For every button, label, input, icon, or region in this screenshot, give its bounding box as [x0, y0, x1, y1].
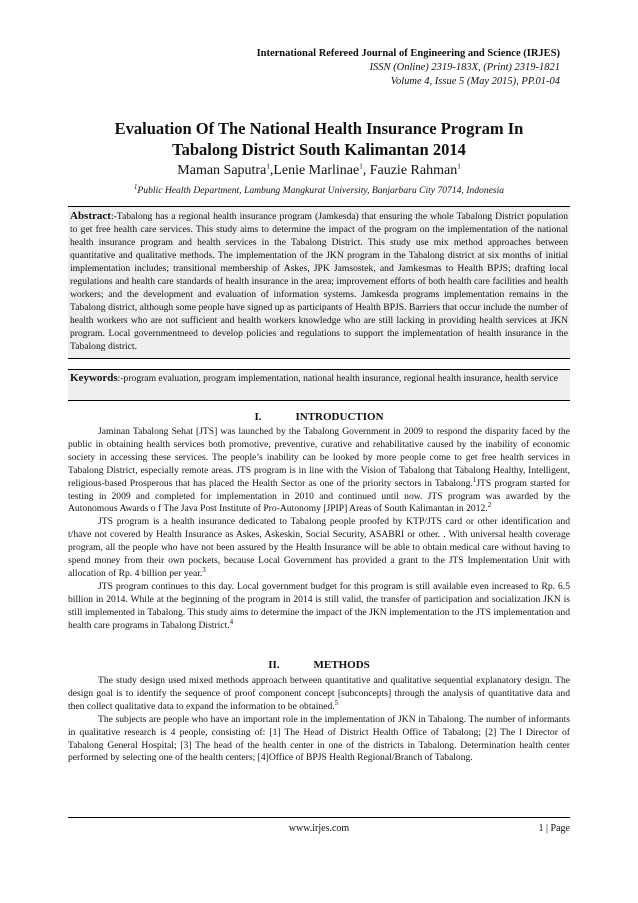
title-line-1: Evaluation Of The National Health Insurance Program In [114, 119, 524, 138]
paragraph: The subjects are people who have an important role in the implementation of JKN in Tabalong. The number of informants in qualitative research is 4 people, consisting of: [1] The Head of District Health Office of Tabalong; [2] The l Director of Tabalong General Hospital; [3] The head of the health center in one of the districts in Tabalong. Determination health center performed by selecting one of the health centers; [4]Office of BPJS Health Regional/Branch of Tabalong. [68, 713, 570, 764]
paragraph [68, 516, 570, 581]
title-line-2: Tabalong District South Kalimantan 2014 [172, 140, 466, 159]
author-1-sup: 1 [266, 162, 270, 171]
paragraph-text: JTS program started for testing in 2009 and completed for implementation in 2010 and continued until now. JTS program was awarded by the Autonomous Awards o f The Java Post Institute of Pro-Autonomy [JPIP] Areas of South Kalimantan in 2012. [68, 477, 570, 515]
paragraph-text: JTS program is a health insurance dedicated to Tabalong people proofed by KTP/JTS card or other identification and t/have not covered by Health Insurance as Askes, Askeskin, Social Security, ASABRI or other. . With universal health coverage program, all the people who have not been assured by the Health Insurance will be able to obtain medical care without having to spend money from their own pockets, because Local Government has provided a grant to the JTS Implementation Unit with allocation of Rp. 4 billion per year. [68, 516, 570, 579]
citation-sup: 4 [229, 617, 234, 626]
section-number: I. [254, 411, 262, 423]
citation-sup: 1 [472, 475, 477, 484]
abstract-box [68, 206, 570, 359]
paragraph-text: JTS program continues to this day. Local government budget for this program is still available even increased to Rp. 6.5 billion in 2014. While at the beginning of the program in 2014 is still valid, the transfer of participation and socialization JKN is still implemented in Tabalong. This study aims to determine the impact of the JKN implementation to the JTS implementation and health care programs in Tabalong District. [68, 580, 570, 631]
affiliation-text: Public Health Department, Lambung Mangkurat University, Banjarbaru City 70714, Indonesia [137, 185, 505, 196]
author-2: ,Lenie Marlinae [269, 163, 360, 178]
footer-divider [68, 817, 570, 818]
citation-sup: 5 [334, 698, 339, 707]
keywords-label: Keywords [70, 372, 118, 384]
paragraph [68, 581, 570, 633]
abstract-label: Abstract [70, 210, 111, 222]
journal-issn: ISSN (Online) 2319-183X, (Print) 2319-1821 [369, 62, 560, 73]
paper-title [60, 118, 578, 160]
section-title: INTRODUCTION [295, 411, 384, 423]
section-title: METHODS [313, 659, 370, 671]
abstract-text: :-Tabalong has a regional health insurance program (Jamkesda) that ensuring the whole Tabalong District population to get free health care services. This study aims to determine the impact of the program on the implementation of the national health insurance program and health services in the Tabalong District. This study use mix method approaches between quantitative and qualitative methods. The implementation of the JKN program in the Tabalong district at six months of initial implementation includes; transitional membership of Askes, JPK Jamsostek, and Jamkesmas to Health BPJS; drafting local regulations and health care standards of health insurance in the area; improvement efforts of both health care facilities and health workers; and the development and evaluation of information systems. Jamkesda programs implementation remains in the Tabalong district, although some people have signed up as participants of Health BPJS. Barriers that occur include the number of health workers who are not sufficient and health workers knowledge who are still lacking in providing health services at JKN program. Local governmentneed to develop policies and regulations to support the implementation of health insurance in the Tabalong district. [70, 211, 568, 352]
author-1: Maman Saputra [177, 163, 267, 178]
citation-sup: 3 [202, 565, 206, 574]
footer-url: www.irjes.com [288, 823, 350, 834]
journal-name: International Refereed Journal of Engineering and Science (IRJES) [256, 48, 560, 59]
author-2-sup: 1 [359, 162, 363, 171]
section-heading-introduction [68, 410, 570, 424]
paragraph-text: The study design used mixed methods approach between quantitative and qualitative sequential explanatory design. The design goal is to identify the sequence of proof component concept [subconcepts] through the analysis of quantitative data and then collect qualitative data to expand the information to be obtained. [68, 675, 570, 712]
paragraph [68, 675, 570, 714]
methods-body [68, 675, 570, 765]
journal-volume: Volume 4, Issue 5 (May 2015), PP.01-04 [390, 76, 560, 87]
author-3: , Fauzie Rahman [362, 163, 458, 178]
introduction-body [68, 426, 570, 633]
section-heading-methods [68, 658, 570, 672]
keywords-box [68, 369, 570, 401]
journal-header [257, 47, 560, 89]
author-list [60, 162, 578, 180]
paragraph [68, 426, 570, 516]
section-number: II. [268, 659, 280, 671]
author-3-sup: 1 [457, 162, 461, 171]
affiliation-sup: 1 [133, 182, 138, 191]
page-number: 1 | Page [538, 823, 570, 834]
paragraph-text: Jaminan Tabalong Sehat [JTS] was launched by the Tabalong Government in 2009 to respond the disparity faced by the public in obtaining health services both promotive, preventive, curative and rehabilitative caused by the inability of economic society in accessing these services. The people’s inability can be looked by more people come to get free health services in Tabalong District, especially remote areas. JTS program is in line with the Vision of Tabalong that Tabalong Healthy, Intelligent, religious-based Prosperous that has placed the Health Sector as one of the priority sectors in Tabalong. [68, 426, 570, 489]
keywords-text: :-program evaluation, program implementation, national health insurance, regional health insurance, health service [117, 373, 559, 384]
citation-sup: 2 [487, 501, 492, 510]
affiliation [60, 182, 578, 197]
